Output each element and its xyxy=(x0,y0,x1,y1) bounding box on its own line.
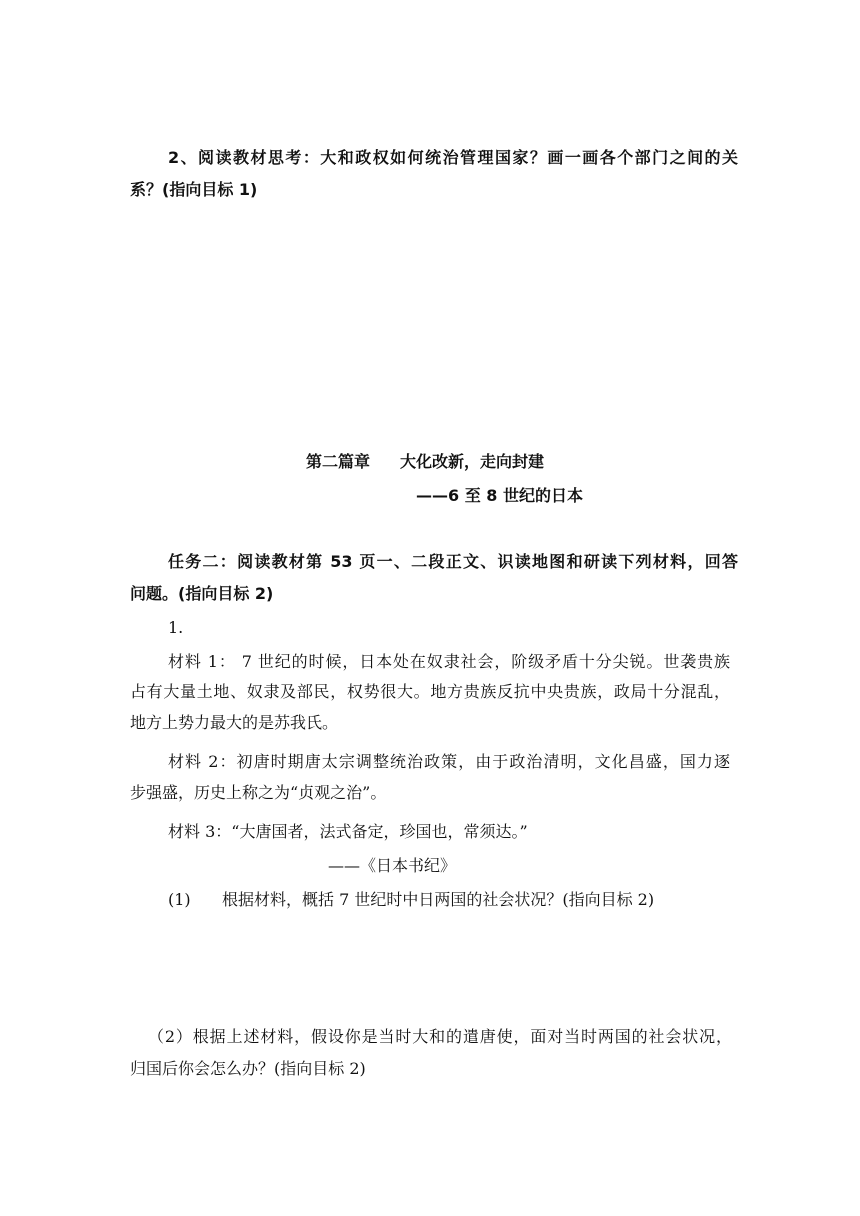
material-1-line-3: 地方上势力最大的是苏我氏。 xyxy=(130,713,339,732)
material-3: 材料 3：“大唐国者，法式备定，珍国也，常须达。” xyxy=(168,822,528,841)
question-2b-line-2: 归国后你会怎么办？(指向目标 2) xyxy=(130,1059,366,1078)
chapter-title-label: 第二篇章 xyxy=(306,452,371,471)
material-3-source: ——《日本书纪》 xyxy=(328,856,457,875)
material-2-line-1: 材料 2：初唐时期唐太宗调整统治政策，由于政治清明，文化昌盛，国力逐 xyxy=(168,752,730,771)
item-number: 1. xyxy=(168,618,184,637)
material-2-line-2: 步强盛，历史上称之为“贞观之治”。 xyxy=(130,783,387,802)
material-1-line-2: 占有大量土地、奴隶及部民，权势很大。地方贵族反抗中央贵族，政局十分混乱， xyxy=(130,682,730,701)
task-2-line-2: 问题。(指向目标 2) xyxy=(130,584,274,603)
chapter-title: 大化改新，走向封建 xyxy=(400,452,545,471)
chapter-subtitle: ——6 至 8 世纪的日本 xyxy=(416,486,583,505)
question-1-number: (1) xyxy=(168,890,191,909)
question-2-line-2: 系？(指向目标 1) xyxy=(130,180,258,199)
question-2-line-1: 2、阅读教材思考：大和政权如何统治管理国家？画一画各个部门之间的关 xyxy=(168,148,738,167)
question-2b-line-1: （2）根据上述材料，假设你是当时大和的遣唐使，面对当时两国的社会状况， xyxy=(148,1027,732,1046)
question-1-text: 根据材料，概括 7 世纪时中日两国的社会状况？(指向目标 2) xyxy=(222,890,655,909)
task-2-line-1: 任务二：阅读教材第 53 页一、二段正文、识读地图和研读下列材料，回答 xyxy=(168,552,738,571)
material-1-line-1: 材料 1： 7 世纪的时候，日本处在奴隶社会，阶级矛盾十分尖锐。世袭贵族 xyxy=(168,652,730,671)
